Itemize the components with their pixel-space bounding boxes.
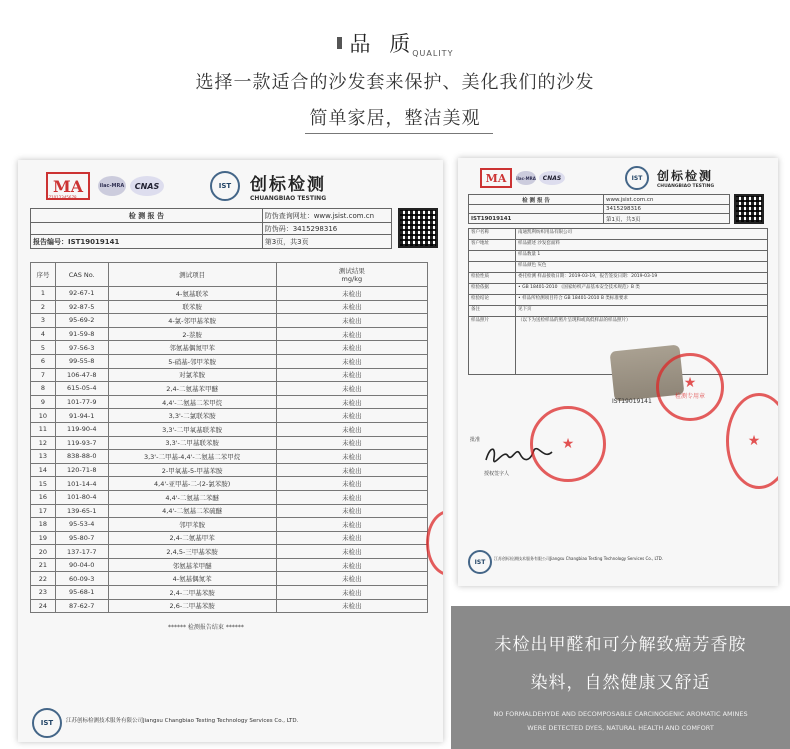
- cell-result: 未检出: [276, 341, 427, 355]
- cell-cas: 139-65-1: [55, 504, 108, 518]
- info-label: 客户地址: [469, 240, 516, 251]
- qr-code-2: [734, 194, 764, 224]
- cell-no: 8: [31, 382, 56, 396]
- cell-cas: 120-71-8: [55, 463, 108, 477]
- footer-company: 江苏创标检测技术服务有限公司Jiangsu Changbiao Testing Technology Services Co., LTD.: [66, 718, 299, 724]
- cell-no: 19: [31, 531, 56, 545]
- org-name-cn: 创标检测: [250, 175, 326, 195]
- test-report-page3: [18, 160, 443, 742]
- info-value: 委托检测 样品接收日期：2019-03-19，报告签发日期：2019-03-19: [516, 273, 768, 284]
- table-row: [31, 341, 428, 355]
- info-label: 样品照片: [469, 317, 516, 375]
- info-value: （以下为送检样品的照片呈现和或高低样品的样品照片）: [516, 317, 768, 375]
- table-row: [31, 531, 428, 545]
- approver-label: 批准: [470, 437, 481, 443]
- page-info-2: 第1页，共3页: [604, 214, 730, 224]
- cell-no: 9: [31, 395, 56, 409]
- table-row: [31, 382, 428, 396]
- query-site-2: www.jsist.com.cn: [604, 195, 730, 205]
- cell-no: 15: [31, 477, 56, 491]
- info-value: • GB 18401-2010 《国家纺织产品基本安全技术规范》B 类: [516, 284, 768, 295]
- cell-no: 22: [31, 572, 56, 586]
- header: [0, 0, 790, 150]
- table-row: [31, 490, 428, 504]
- cell-item: 4,4'-二氨基二苯甲烷: [108, 395, 276, 409]
- subtitle-line2: 简单家居，整洁美观: [309, 108, 481, 129]
- org-name-cn-2: 创标检测: [657, 169, 714, 183]
- cell-no: 17: [31, 504, 56, 518]
- cell-result: 未检出: [276, 395, 427, 409]
- table-row: [31, 477, 428, 491]
- inspection-stamp: ★ 检测专用章: [656, 353, 724, 421]
- info-row: [469, 240, 768, 251]
- cell-item: 4,4'-亚甲基-二-(2-氯苯胺): [108, 477, 276, 491]
- cell-cas: 137-17-7: [55, 545, 108, 559]
- ma-logo-2: MA: [480, 168, 512, 188]
- report-header-table-2: [468, 194, 730, 224]
- info-value: 见下页: [516, 306, 768, 317]
- cell-no: 21: [31, 558, 56, 572]
- title-cn: 品 质: [349, 32, 417, 56]
- ist-logo-2: IST: [625, 166, 649, 190]
- cell-cas: 97-56-3: [55, 341, 108, 355]
- table-row: [31, 572, 428, 586]
- table-row: [31, 327, 428, 341]
- cnas-logo: CNAS: [130, 176, 164, 196]
- cell-cas: 87-62-7: [55, 599, 108, 613]
- info-row: [469, 262, 768, 273]
- test-report-page1: [458, 158, 778, 586]
- cell-no: 12: [31, 436, 56, 450]
- info-label: 备注: [469, 306, 516, 317]
- cell-cas: 95-68-1: [55, 586, 108, 600]
- red-stamp-edge: [426, 510, 443, 576]
- ma-logo: MA: [46, 172, 90, 200]
- promo-line1: 未检出甲醛和可分解致癌芳香胺: [494, 635, 747, 655]
- cell-item: 对氯苯胺: [108, 368, 276, 382]
- cell-no: 1: [31, 287, 56, 301]
- ilac-logo-2: ilac-MRA: [516, 171, 536, 185]
- cell-item: 邻氨基偶氮甲苯: [108, 341, 276, 355]
- cell-cas: 119-90-4: [55, 422, 108, 436]
- report-title: 检 测 报 告: [31, 209, 263, 223]
- title-marker: [337, 37, 342, 49]
- table-row: [31, 599, 428, 613]
- info-label: [469, 251, 516, 262]
- signer-label: 授权签字人: [484, 471, 510, 477]
- cell-no: 23: [31, 586, 56, 600]
- table-row: [31, 287, 428, 301]
- info-row: [469, 284, 768, 295]
- info-row: [469, 229, 768, 240]
- accreditation-logos-2: [480, 166, 714, 190]
- col-result: 测试结果: [338, 267, 365, 275]
- promo-en2: WERE DETECTED DYES, NATURAL HEALTH AND COMFORT: [527, 724, 714, 732]
- cell-item: 4-氨基联苯: [108, 287, 276, 301]
- cell-no: 20: [31, 545, 56, 559]
- cell-item: 2-萘胺: [108, 327, 276, 341]
- info-value: • 样品所检测项目符合 GB 18401-2010 B 类标准要求: [516, 295, 768, 306]
- info-label: 检验依据: [469, 284, 516, 295]
- org-name-en: CHUANGBIAO TESTING: [250, 195, 327, 202]
- cell-item: 4-氨基偶氮苯: [108, 572, 276, 586]
- cell-result: 未检出: [276, 382, 427, 396]
- promo-en1: NO FORMALDEHYDE AND DECOMPOSABLE CARCINOGENIC AROMATIC AMINES: [493, 710, 748, 718]
- ilac-logo: ilac-MRA: [98, 176, 126, 196]
- cell-result: 未检出: [276, 572, 427, 586]
- info-value: 样品数量 1: [516, 251, 768, 262]
- cell-item: 3,3'-二甲氧基联苯胺: [108, 422, 276, 436]
- cell-item: 邻甲苯胺: [108, 518, 276, 532]
- ma-code: 171012345678: [46, 195, 77, 200]
- subtitle-line1: 选择一款适合的沙发套来保护、美化我们的沙发: [195, 72, 595, 93]
- cell-result: 未检出: [276, 436, 427, 450]
- cell-cas: 101-77-9: [55, 395, 108, 409]
- info-row: [469, 251, 768, 262]
- footer-ist-logo: IST: [32, 708, 62, 738]
- table-row: [31, 450, 428, 464]
- cell-result: 未检出: [276, 368, 427, 382]
- report-header-table: [30, 208, 392, 249]
- table-row: [31, 518, 428, 532]
- report-no-2: IST19019141: [469, 214, 604, 224]
- cell-result: 未检出: [276, 287, 427, 301]
- cell-no: 24: [31, 599, 56, 613]
- info-label: 检验结论: [469, 295, 516, 306]
- cell-result: 未检出: [276, 327, 427, 341]
- cell-item: 邻氨基苯甲醚: [108, 558, 276, 572]
- cell-no: 11: [31, 422, 56, 436]
- table-row: [31, 504, 428, 518]
- cell-no: 10: [31, 409, 56, 423]
- cell-result: 未检出: [276, 354, 427, 368]
- qr-code: [398, 208, 438, 248]
- cell-item: 4,4'-二氨基二苯醚: [108, 490, 276, 504]
- cell-cas: 101-80-4: [55, 490, 108, 504]
- cell-item: 2,4,5-三甲基苯胺: [108, 545, 276, 559]
- code-value-2: 3415298316: [604, 205, 730, 214]
- cell-cas: 92-67-1: [55, 287, 108, 301]
- table-row: [31, 463, 428, 477]
- title-en: QUALITY: [412, 49, 454, 58]
- table-row: [31, 436, 428, 450]
- cell-item: 3,3'-二甲基-4,4'-二氨基二苯甲烷: [108, 450, 276, 464]
- table-row: [31, 422, 428, 436]
- cell-result: 未检出: [276, 409, 427, 423]
- table-row: [31, 545, 428, 559]
- cell-result: 未检出: [276, 450, 427, 464]
- query-site: www.jsist.com.cn: [313, 211, 375, 220]
- cnas-logo-2: CNAS: [539, 171, 565, 185]
- stamp-text: 检测专用章: [674, 392, 705, 400]
- cell-cas: 119-93-7: [55, 436, 108, 450]
- cell-result: 未检出: [276, 463, 427, 477]
- col-no: 序号: [31, 263, 56, 287]
- cell-item: 4,4'-二氨基二苯硫醚: [108, 504, 276, 518]
- cell-result: 未检出: [276, 558, 427, 572]
- info-row: [469, 273, 768, 284]
- cell-cas: 838-88-0: [55, 450, 108, 464]
- cell-cas: 95-80-7: [55, 531, 108, 545]
- cell-item: 3,3'-二甲基联苯胺: [108, 436, 276, 450]
- cell-no: 13: [31, 450, 56, 464]
- cell-cas: 99-55-8: [55, 354, 108, 368]
- promo-line2: 染料，自然健康又舒适: [530, 673, 711, 693]
- report-title-2: 检 测 报 告: [469, 195, 604, 205]
- cell-result: 未检出: [276, 586, 427, 600]
- cell-cas: 92-87-5: [55, 300, 108, 314]
- footer-ist-logo-2: IST: [468, 550, 492, 574]
- cell-no: 4: [31, 327, 56, 341]
- cell-cas: 91-94-1: [55, 409, 108, 423]
- cell-cas: 60-09-3: [55, 572, 108, 586]
- info-row: [469, 295, 768, 306]
- cell-cas: 615-05-4: [55, 382, 108, 396]
- cell-cas: 91-59-8: [55, 327, 108, 341]
- info-value: 样品描述 沙发套面料: [516, 240, 768, 251]
- table-row: [31, 586, 428, 600]
- red-stamp-partial: ★: [726, 393, 778, 489]
- cell-no: 5: [31, 341, 56, 355]
- cell-cas: 90-04-0: [55, 558, 108, 572]
- cell-no: 2: [31, 300, 56, 314]
- cell-item: 4-氯-邻甲基苯胺: [108, 314, 276, 328]
- subtitle-underline: [305, 133, 493, 134]
- ist-logo: IST: [210, 171, 240, 201]
- cell-result: 未检出: [276, 477, 427, 491]
- col-unit: mg/kg: [341, 275, 363, 283]
- table-row: [31, 558, 428, 572]
- org-name-en-2: CHUANGBIAO TESTING: [657, 184, 715, 189]
- approval-stamp: ★: [530, 406, 606, 482]
- accreditation-logos: [46, 170, 326, 202]
- footer-company-2: 江苏创标检测技术服务有限公司Jiangsu Changbiao Testing Technology Services Co., LTD.: [494, 556, 663, 561]
- cell-no: 16: [31, 490, 56, 504]
- table-row: [31, 300, 428, 314]
- table-row: [31, 409, 428, 423]
- cell-no: 3: [31, 314, 56, 328]
- cell-item: 2,4-二甲基苯胺: [108, 586, 276, 600]
- cell-cas: 95-53-4: [55, 518, 108, 532]
- cell-no: 14: [31, 463, 56, 477]
- cell-no: 7: [31, 368, 56, 382]
- report-no: IST19019141: [68, 237, 120, 246]
- cell-item: 2,6-二甲基苯胺: [108, 599, 276, 613]
- cell-cas: 101-14-4: [55, 477, 108, 491]
- cell-item: 2,4-二氨基苯甲醚: [108, 382, 276, 396]
- cell-result: 未检出: [276, 314, 427, 328]
- cell-result: 未检出: [276, 422, 427, 436]
- cell-item: 5-硝基-邻甲苯胺: [108, 354, 276, 368]
- cell-item: 2,4-二氨基甲苯: [108, 531, 276, 545]
- cell-result: 未检出: [276, 531, 427, 545]
- info-row: [469, 306, 768, 317]
- cell-item: 联苯胺: [108, 300, 276, 314]
- results-table: [30, 262, 428, 613]
- info-label: 客户名称: [469, 229, 516, 240]
- table-row: [31, 395, 428, 409]
- info-value: 样品颜色 灰色: [516, 262, 768, 273]
- table-row: [31, 368, 428, 382]
- cell-no: 18: [31, 518, 56, 532]
- info-value: 南通凯利纺织用品有限公司: [516, 229, 768, 240]
- code-value: 3415298316: [292, 224, 338, 233]
- cell-result: 未检出: [276, 545, 427, 559]
- info-label: [469, 262, 516, 273]
- col-item: 测试项目: [108, 263, 276, 287]
- report-no-label: 报告编号：: [33, 237, 68, 246]
- col-cas: CAS No.: [55, 263, 108, 287]
- table-row: [31, 314, 428, 328]
- cell-no: 6: [31, 354, 56, 368]
- promo-box: [451, 606, 790, 749]
- section-title: [0, 28, 790, 58]
- sample-id: IST19019141: [612, 398, 652, 405]
- cell-result: 未检出: [276, 518, 427, 532]
- cell-result: 未检出: [276, 490, 427, 504]
- info-label: 检验性质: [469, 273, 516, 284]
- cell-cas: 95-69-2: [55, 314, 108, 328]
- cell-item: 2-甲氧基-5-甲基苯胺: [108, 463, 276, 477]
- query-site-label: 防伪查询网址：: [264, 211, 314, 220]
- code-label: 防伪码：: [264, 224, 293, 233]
- cell-cas: 106-47-8: [55, 368, 108, 382]
- table-row: [31, 354, 428, 368]
- cell-result: 未检出: [276, 504, 427, 518]
- cell-result: 未检出: [276, 300, 427, 314]
- cell-item: 3,3'-二氯联苯胺: [108, 409, 276, 423]
- page-info: 第3页，共3页: [262, 235, 391, 249]
- cell-result: 未检出: [276, 599, 427, 613]
- end-note: ****** 检测报告结束 ******: [168, 624, 244, 631]
